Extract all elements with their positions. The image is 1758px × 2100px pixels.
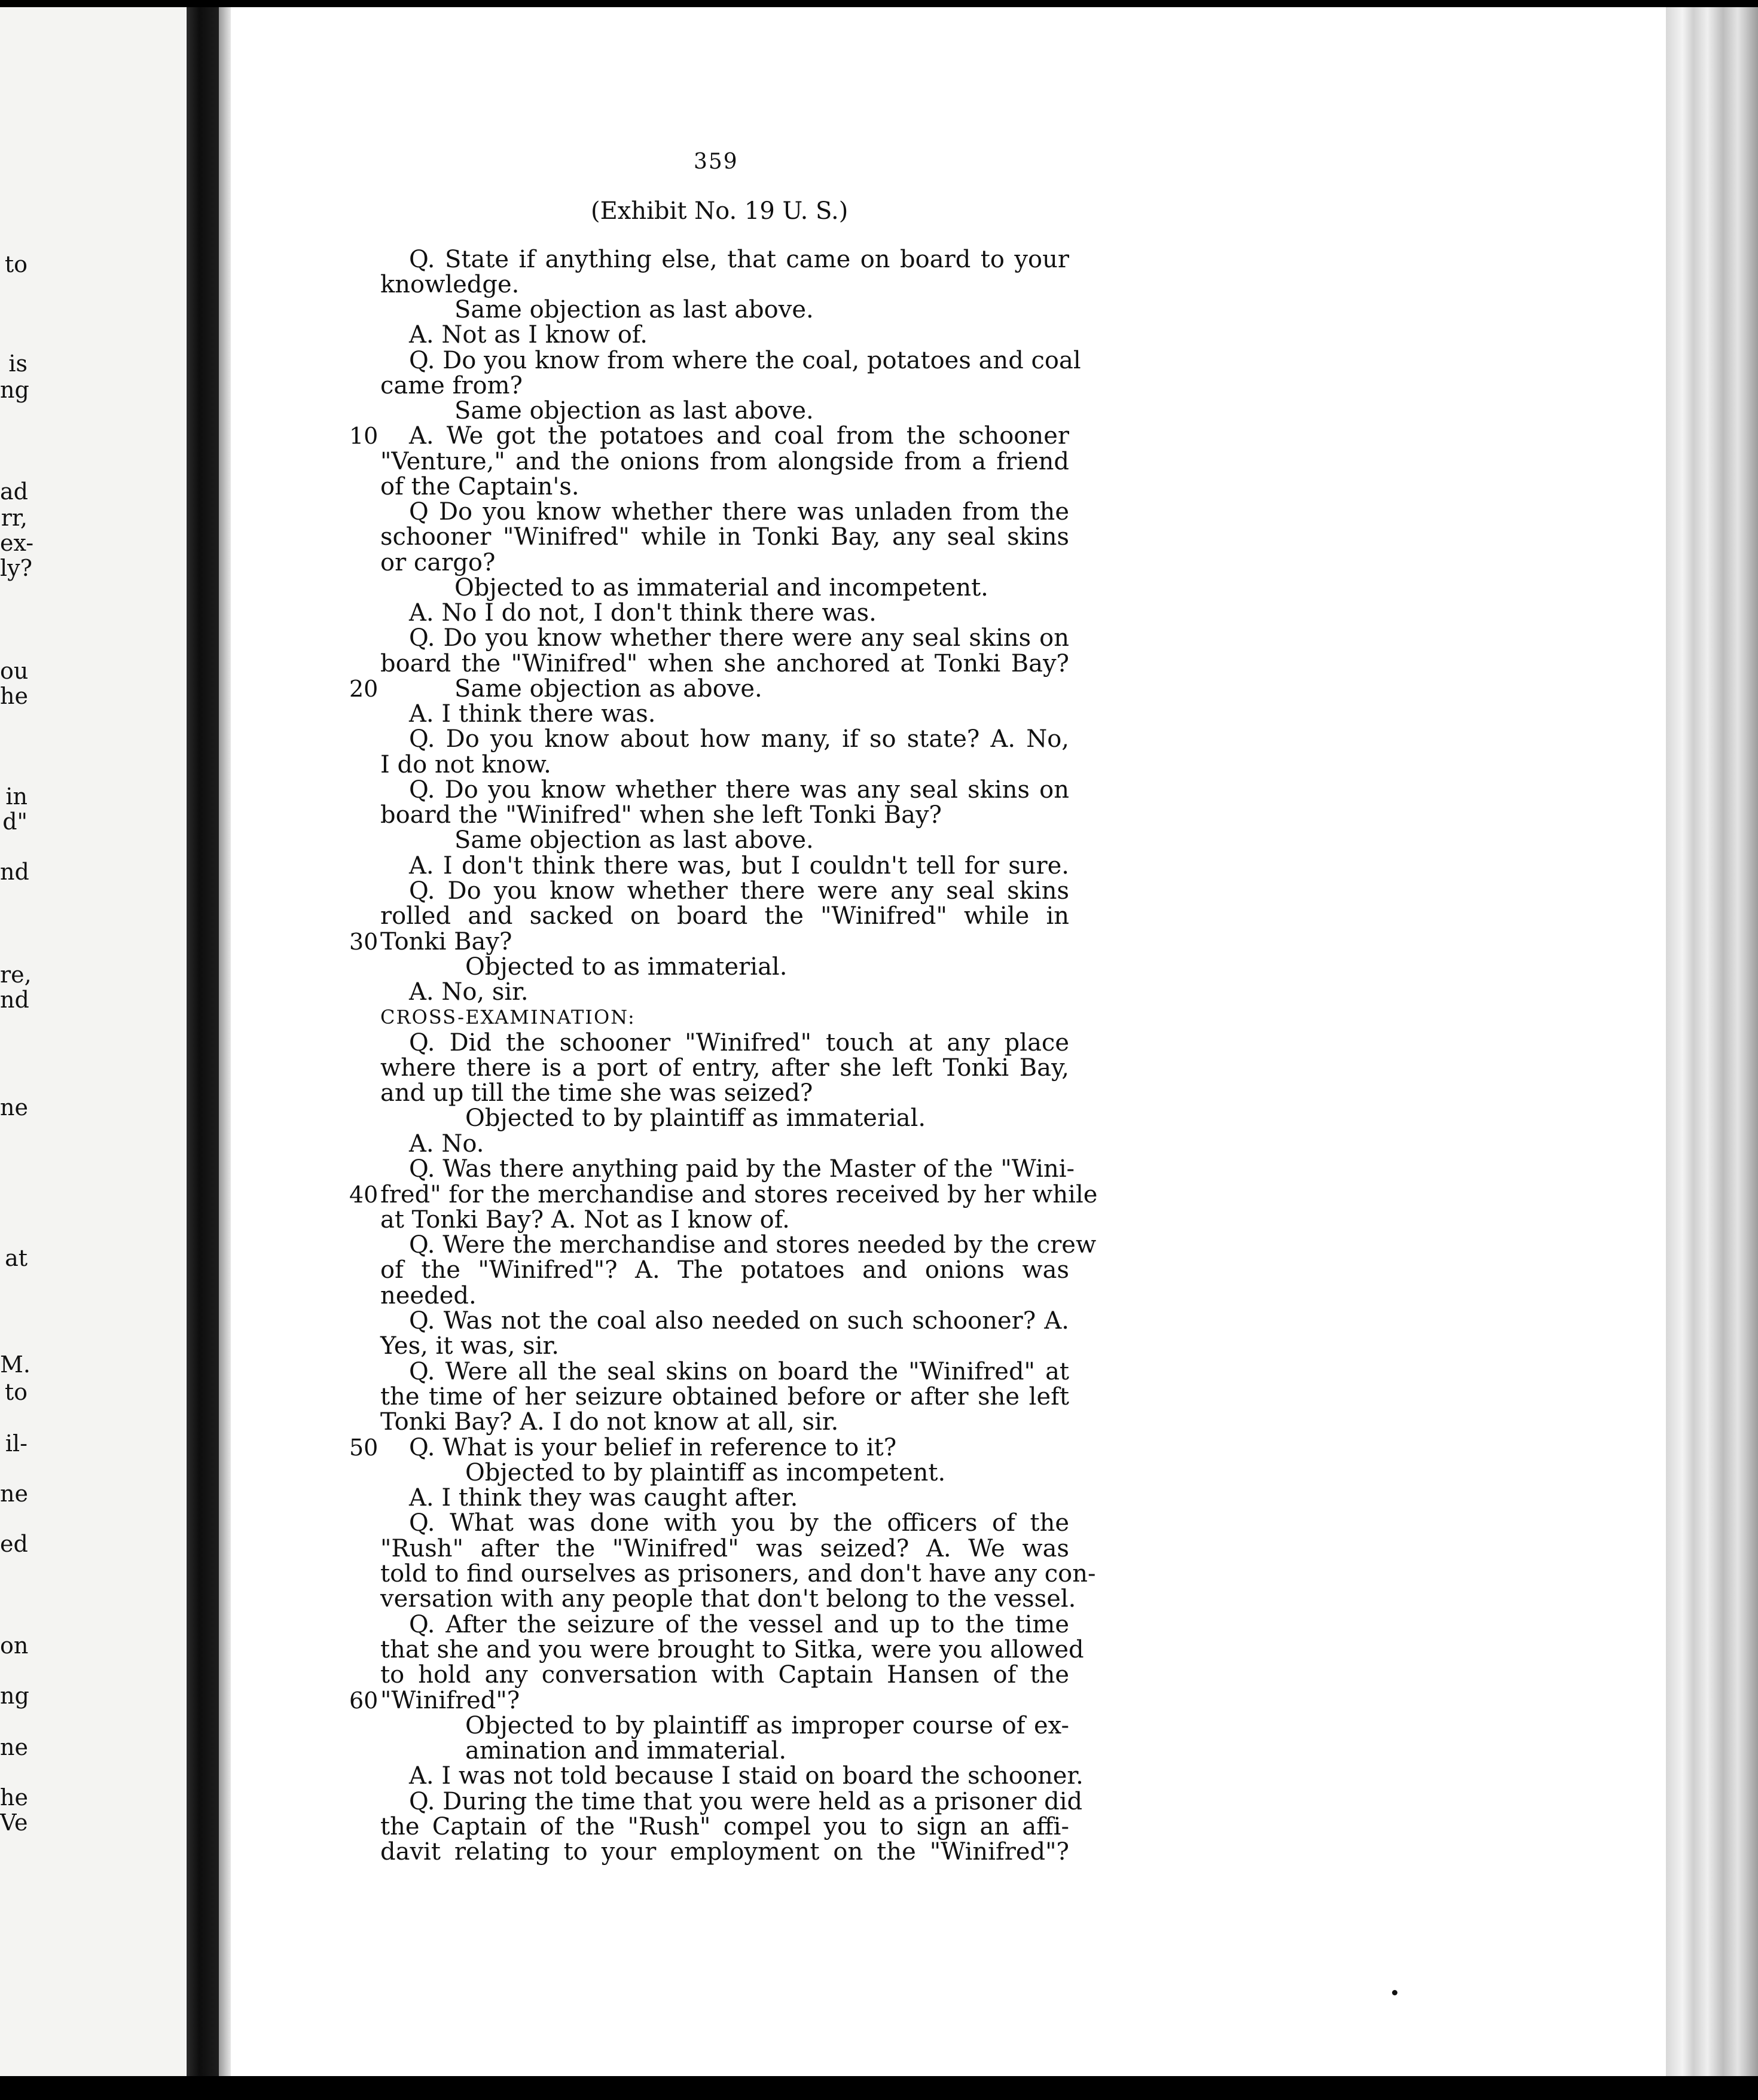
text-line: A. No. — [409, 1130, 484, 1158]
text-line: davit relating to your employment on the "Winifred"? — [380, 1838, 1069, 1866]
text-line: Q. What is your belief in reference to it? — [409, 1434, 897, 1461]
left-page-fragment: to — [4, 251, 28, 277]
text-line: A. Not as I know of. — [409, 321, 648, 349]
text-line: Same objection as last above. — [454, 296, 814, 323]
text-line: that she and you were brought to Sitka, were you allowed — [380, 1636, 1084, 1663]
text-line: board the "Winifred" when she left Tonki Bay? — [380, 801, 942, 829]
text-line: Q. Was not the coal also needed on such schooner? A. — [409, 1307, 1069, 1335]
text-line: Q. Do you know whether there was any seal skins on — [409, 776, 1069, 804]
text-line: A. No, sir. — [409, 978, 529, 1006]
ink-speck — [1392, 1990, 1397, 1995]
text-line: Objected to by plaintiff as incompetent. — [465, 1459, 946, 1487]
text-line: Q. After the seizure of the vessel and up to the time — [409, 1611, 1069, 1638]
text-line: Tonki Bay? A. I do not know at all, sir. — [380, 1408, 839, 1436]
left-page-fragment: in — [5, 783, 28, 810]
left-page-fragment: to — [4, 1379, 28, 1405]
line-number: 50 — [349, 1434, 379, 1461]
left-page-fragment: Ve — [0, 1809, 28, 1836]
left-page-fragment: nd — [0, 987, 29, 1013]
text-line: Tonki Bay? — [380, 928, 512, 956]
left-page-fragment: il- — [5, 1430, 28, 1457]
left-page-edge — [0, 0, 185, 2100]
left-page-fragment: ad — [0, 478, 28, 505]
text-line: A. I don't think there was, but I couldn't tell for sure. — [409, 852, 1069, 880]
text-line: "Venture," and the onions from alongside from a friend — [380, 448, 1069, 475]
left-page-fragment: on — [0, 1632, 29, 1659]
left-page-fragment: M. — [0, 1351, 30, 1378]
left-page-fragment: at — [5, 1245, 28, 1271]
text-line: Same objection as above. — [454, 675, 762, 703]
line-number: 10 — [349, 423, 379, 449]
left-page-fragment: ly? — [0, 555, 32, 581]
left-page-fragment: ng — [0, 1683, 29, 1709]
text-line: versation with any people that don't belong to the vessel. — [380, 1585, 1076, 1613]
text-line: came from? — [380, 372, 523, 399]
text-line: or cargo? — [380, 549, 496, 576]
text-line: the time of her seizure obtained before or after she left — [380, 1383, 1069, 1411]
text-line: board the "Winifred" when she anchored at Tonki Bay? — [380, 650, 1069, 677]
text-line: of the Captain's. — [380, 473, 579, 500]
text-line: to hold any conversation with Captain Hansen of the — [380, 1661, 1069, 1689]
text-line: Objected to as immaterial. — [465, 953, 788, 981]
text-line: fred" for the merchandise and stores received by her while — [380, 1181, 1098, 1208]
text-line: A. No I do not, I don't think there was. — [409, 599, 877, 627]
page-fore-edge — [1666, 0, 1758, 2100]
text-line: Yes, it was, sir. — [380, 1332, 559, 1360]
line-number: 60 — [349, 1687, 379, 1714]
text-line: Q. What was done with you by the officers of the — [409, 1509, 1069, 1537]
left-page-fragment: rr, — [1, 505, 28, 531]
section-heading-cross-examination: CROSS-EXAMINATION: — [380, 1006, 636, 1028]
line-number: 20 — [349, 676, 379, 702]
text-line: Q. Were all the seal skins on board the "Winifred" at — [409, 1358, 1069, 1385]
text-line: Q. State if anything else, that came on board to your — [409, 246, 1069, 273]
line-number: 30 — [349, 929, 379, 955]
text-line: of the "Winifred"? A. The potatoes and onions was — [380, 1256, 1069, 1284]
line-number: 40 — [349, 1182, 379, 1208]
text-line: "Rush" after the "Winifred" was seized? A. We was — [380, 1535, 1069, 1562]
text-line: Objected to by plaintiff as improper course of ex- — [465, 1712, 1069, 1739]
left-page-fragment: ou — [0, 658, 29, 684]
page-number: 359 — [694, 149, 738, 174]
text-line: Q. Do you know about how many, if so state? A. No, — [409, 725, 1069, 753]
left-page-fragment: nd — [0, 859, 29, 885]
left-page-fragment: re, — [0, 962, 32, 988]
text-line: Objected to as immaterial and incompetent. — [454, 574, 988, 602]
left-page-fragment: ne — [0, 1094, 28, 1121]
text-line: amination and immaterial. — [465, 1737, 787, 1765]
book-gutter — [187, 0, 219, 2100]
text-line: and up till the time she was seized? — [380, 1079, 813, 1107]
left-page-fragment: ne — [0, 1481, 28, 1507]
text-line: Q. Do you know whether there were any seal skins on — [409, 624, 1069, 652]
text-line: needed. — [380, 1282, 477, 1310]
text-line: rolled and sacked on board the "Winifred" while in — [380, 902, 1069, 930]
text-line: Q. Were the merchandise and stores needed by the crew — [409, 1231, 1097, 1259]
text-line: A. I think there was. — [409, 700, 656, 728]
text-line: Q. Do you know from where the coal, potatoes and coal — [409, 347, 1081, 374]
scan-bottom-border — [0, 2076, 1758, 2100]
text-line: Q. Was there anything paid by the Master of the "Wini- — [409, 1155, 1075, 1183]
text-line: Q Do you know whether there was unladen from the — [409, 498, 1069, 526]
left-page-fragment: ed — [0, 1531, 28, 1557]
left-page-fragment: ng — [0, 377, 29, 403]
text-line: the Captain of the "Rush" compel you to sign an affi- — [380, 1813, 1069, 1840]
text-line: knowledge. — [380, 271, 520, 298]
gutter-shadow — [219, 0, 231, 2100]
left-page-fragment: he — [0, 683, 28, 709]
text-line: I do not know. — [380, 751, 551, 779]
text-line: Same objection as last above. — [454, 397, 814, 425]
text-line: Q. Do you know whether there were any seal skins — [409, 877, 1069, 905]
text-line: told to find ourselves as prisoners, and don't have any con- — [380, 1560, 1096, 1588]
left-page-fragment: is — [8, 350, 28, 377]
text-line: at Tonki Bay? A. Not as I know of. — [380, 1206, 790, 1234]
text-line: Q. Did the schooner "Winifred" touch at any place — [409, 1029, 1069, 1057]
text-line: where there is a port of entry, after she left Tonki Bay, — [380, 1054, 1069, 1082]
text-line: "Winifred"? — [380, 1687, 520, 1714]
left-page-fragment: he — [0, 1784, 28, 1811]
left-page-fragment: ne — [0, 1734, 28, 1760]
text-line: A. We got the potatoes and coal from the schooner — [409, 422, 1069, 450]
text-line: Q. During the time that you were held as a prisoner did — [409, 1788, 1083, 1815]
left-page-fragment: d" — [2, 808, 28, 835]
left-page-fragment: ex- — [0, 530, 34, 556]
text-line: schooner "Winifred" while in Tonki Bay, any seal skins — [380, 523, 1069, 551]
page-heading: (Exhibit No. 19 U. S.) — [591, 197, 849, 225]
text-line: Objected to by plaintiff as immaterial. — [465, 1104, 926, 1132]
text-line: Same objection as last above. — [454, 826, 814, 854]
text-line: A. I was not told because I staid on board the schooner. — [409, 1762, 1084, 1790]
text-line: A. I think they was caught after. — [409, 1484, 798, 1512]
scan-top-border — [0, 0, 1758, 7]
